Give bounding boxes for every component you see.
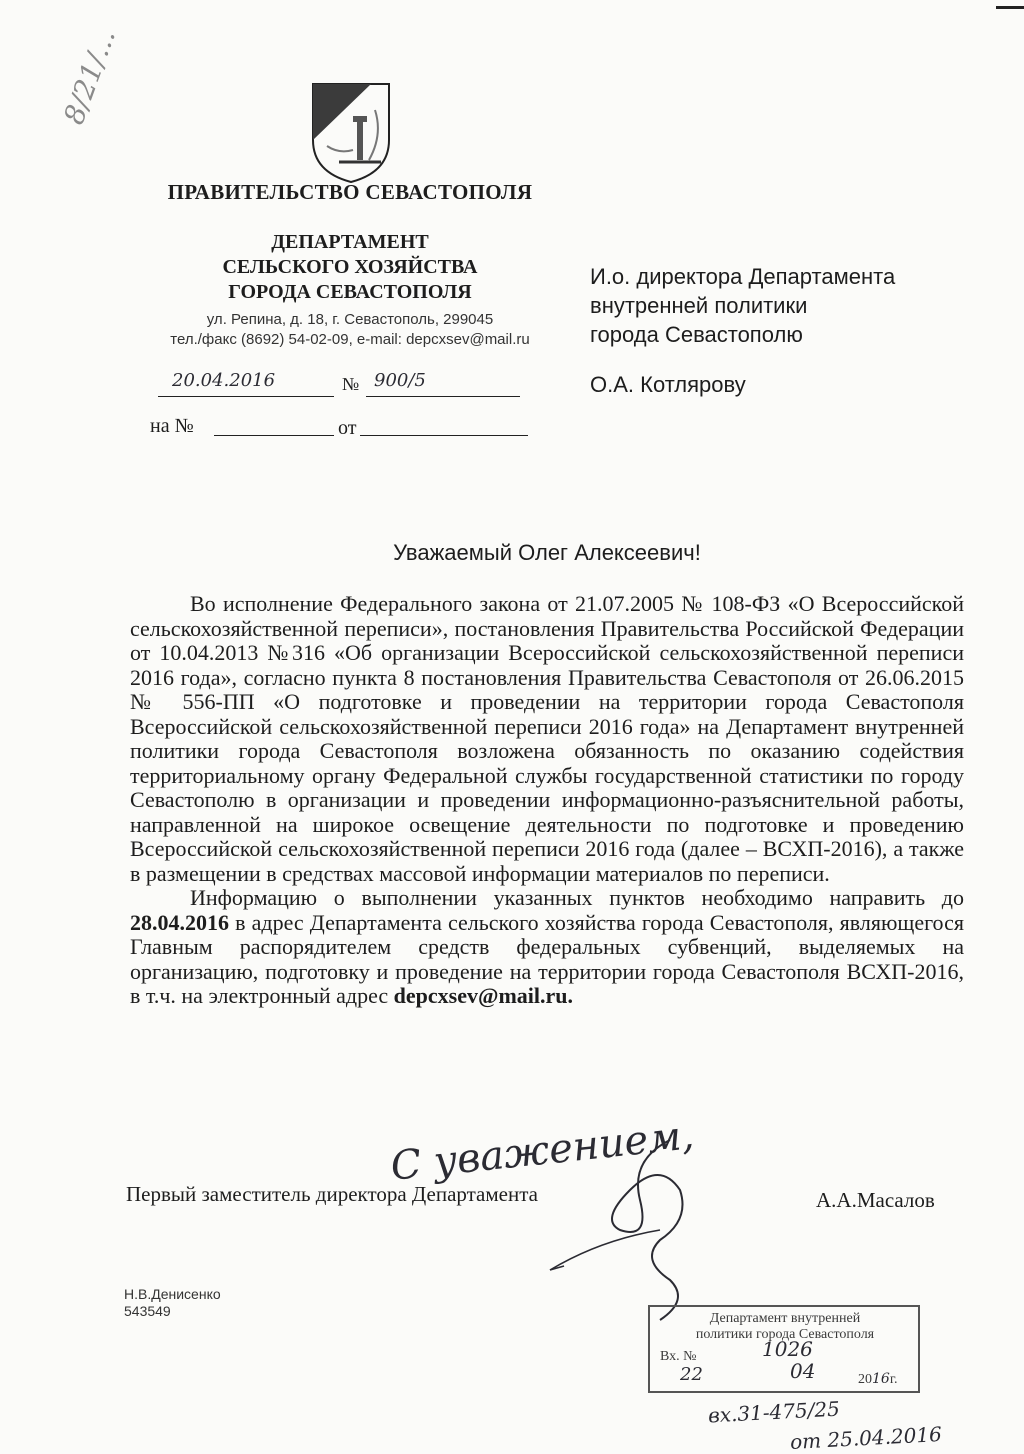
department-line-3: ГОРОДА СЕВАСТОПОЛЯ [228,281,472,303]
addressee-block [590,262,1010,349]
stamp-year-suffix: 16 [872,1371,890,1387]
department-line-2: СЕЛЬСКОГО ХОЗЯЙСТВА [222,256,478,278]
stamp-month: 04 [790,1359,816,1383]
reply-from-label: от [338,417,357,439]
stamp-in-number: 1026 [762,1337,813,1361]
addressee-line-2: внутренней политики [590,293,808,318]
stamp-line-1: Департамент внутренней [709,1311,861,1326]
paragraph-2-start: Информацию о выполнении указанных пунктов необходимо направить до [190,885,964,910]
outgoing-number-label: № [342,374,360,394]
department-line-1: ДЕПАРТАМЕНТ [271,231,429,253]
closing-handwritten: С уважением, [388,1112,697,1190]
registration-number-handwritten: вх.31-475/25 [707,1396,841,1428]
coat-of-arms-icon [309,80,393,185]
body-paragraph-2 [130,886,964,1009]
executor-info [124,1286,221,1320]
reply-number-label: на № [150,415,194,437]
government-title: ПРАВИТЕЛЬСТВО СЕВАСТОПОЛЯ [167,180,533,204]
reply-to-line [150,415,530,445]
stamp-year [858,1371,898,1388]
stamp-day: 22 [680,1364,703,1385]
incoming-stamp [648,1305,920,1393]
addressee-line-1: И.о. директора Департамента [590,264,896,289]
paragraph-2-middle: в адрес Департамента сельского хозяйства города Севастополя, являющегося Главным распорядителем средств федеральных субвенций, выделяемых на организацию, подготовку и проведение на территории города Севастополя ВСХП-2016, в т.ч. на электронный адрес [130,909,964,1008]
registration-date-handwritten: от 25.04.2016 [789,1422,943,1454]
addressee-line-3: города Севастополю [590,322,803,347]
scan-corner-mark [996,6,1024,9]
executor-name: Н.В.Денисенко [124,1286,221,1302]
department-contacts [130,310,570,350]
department-title [160,230,540,305]
letter-body [130,592,964,1009]
margin-handwritten-note: 8/21/... [57,24,122,129]
outgoing-date: 20.04.2016 [172,370,276,391]
contact-email: depcxsev@mail.ru. [393,983,573,1008]
addressee-name: О.А. Котлярову [590,372,746,397]
executor-phone: 543549 [124,1303,171,1319]
stamp-in-label: Вх. № [660,1349,697,1364]
stamp-line-2: политики города Севастополя [695,1327,875,1342]
stamp-year-prefix: 20 [858,1372,872,1387]
outgoing-number: 900/5 [374,370,426,391]
department-phone-email: тел./факс (8692) 54-02-09, e-mail: depcxsev@mail.ru [170,331,530,348]
stamp-year-end: г. [889,1372,898,1387]
greeting: Уважаемый Олег Алексеевич! [393,540,701,565]
department-address: ул. Репина, д. 18, г. Севастополь, 299045 [206,311,494,328]
signer-title: Первый заместитель директора Департамента [126,1182,538,1206]
signature-icon [540,1130,740,1330]
deadline-date: 28.04.2016 [130,909,229,935]
body-paragraph-1: Во исполнение Федерального закона от 21.07.2005 № 108-ФЗ «О Всероссийской сельскохозяйственной переписи», постановления Правительства Российской Федерации от 10.04.2013 №316 «Об организации Всероссийской сельскохозяйственной переписи 2016 года», согласно пункта 8 постановления Правительства Севастополя от 26.06.2015 № 556-ПП «О подготовке и проведении на территории города Севастополя Всероссийской сельскохозяйственной переписи 2016 года» на Департамент внутренней политики города Севастополя возложена обязанность по оказанию содействия территориальному органу Федеральной службы государственной статистики по городу Севастополю в организации и проведении информационно-разъяснительной работы, направленной на широкое освещение деятельности по подготовке и проведению Всероссийской сельскохозяйственной переписи 2016 года (далее – ВСХП-2016), а также в размещении в средствах массовой информации материалов по переписи. [130,591,964,886]
signer-name: А.А.Масалов [816,1188,935,1212]
outgoing-registration-line [158,370,528,400]
